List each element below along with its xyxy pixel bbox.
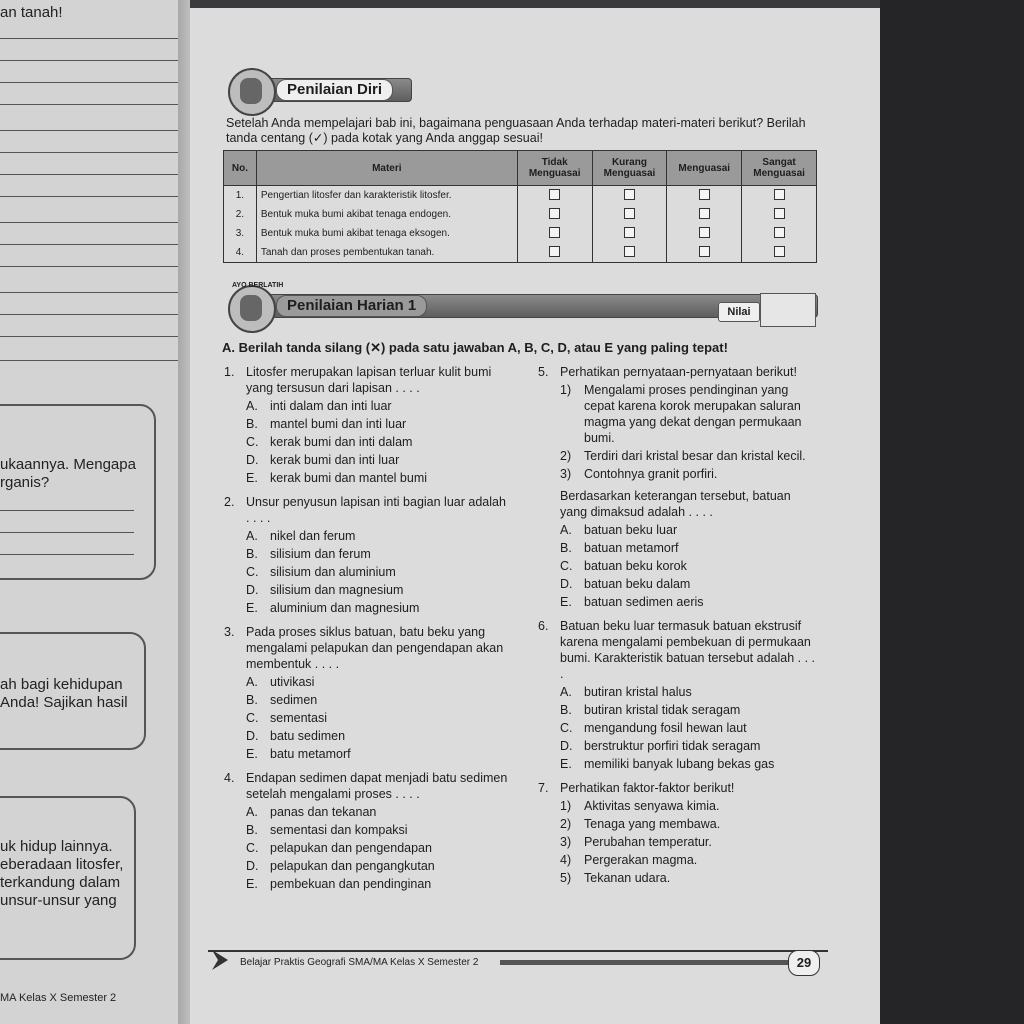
row-number: 3. [224, 224, 257, 243]
question-number: 1. [224, 365, 235, 379]
column-header: Menguasai [667, 151, 742, 186]
row-number: 1. [224, 186, 257, 206]
answer-option[interactable]: C. pelapukan dan pengendapan [246, 841, 432, 855]
question-text: Perhatikan faktor-faktor berikut! [560, 781, 735, 795]
self-assessment-intro: Setelah Anda mempelajari bab ini, bagaimana penguasaan Anda terhadap materi-materi berikut? Berilah tanda centang (✓) pada kotak yang Anda anggap sesuai! [226, 116, 806, 145]
answer-option[interactable]: D. batu sedimen [246, 729, 346, 743]
box-text: ah bagi kehidupan [0, 676, 123, 693]
answer-option[interactable]: D. pelapukan dan pengangkutan [246, 859, 435, 873]
questions-right-column [538, 364, 820, 894]
daily-assessment-heading: Penilaian Harian 1 [276, 295, 427, 317]
question-number: 4. [224, 771, 235, 785]
checkbox-kurang-menguasai[interactable] [624, 227, 635, 238]
writing-line [0, 266, 180, 267]
column-header: Sangat Menguasai [742, 151, 817, 186]
table-row [224, 205, 817, 224]
statement-item: 3) Contohnya granit porfiri. [560, 467, 718, 481]
table-header-row [224, 151, 817, 186]
writing-line [0, 196, 180, 197]
questions-left-column [224, 364, 508, 900]
checkbox-menguasai[interactable] [699, 227, 710, 238]
box-text: uk hidup lainnya. [0, 838, 113, 855]
answer-option[interactable]: C. silisium dan aluminium [246, 565, 396, 579]
checkbox-sangat-menguasai[interactable] [774, 189, 785, 200]
row-materi: Bentuk muka bumi akibat tenaga endogen. [256, 205, 517, 224]
checkbox-tidak-menguasai[interactable] [549, 246, 560, 257]
column-header: Materi [256, 151, 517, 186]
main-page [190, 0, 880, 1024]
answer-option[interactable]: B. butiran kristal tidak seragam [560, 703, 741, 717]
table-row [224, 186, 817, 206]
checkbox-tidak-menguasai[interactable] [549, 189, 560, 200]
table-row [224, 243, 817, 263]
answer-option[interactable]: E. aluminium dan magnesium [246, 601, 420, 615]
badge-label: AYO BERLATIH [232, 282, 284, 289]
footer-compass-icon [210, 948, 230, 972]
question-number: 3. [224, 625, 235, 639]
answer-option[interactable]: D. silisium dan magnesium [246, 583, 404, 597]
box-text: ukaannya. Mengapa [0, 456, 136, 473]
writing-line [0, 244, 180, 245]
answer-option[interactable]: A. utivikasi [246, 675, 315, 689]
checkbox-sangat-menguasai[interactable] [774, 227, 785, 238]
writing-line [0, 130, 180, 131]
answer-option[interactable]: E. pembekuan dan pendinginan [246, 877, 432, 891]
question-text: Perhatikan pernyataan-pernyataan berikut! [560, 365, 797, 379]
answer-option[interactable]: D. kerak bumi dan inti luar [246, 453, 400, 467]
statement-item: 2) Terdiri dari kristal besar dan kristal kecil. [560, 449, 806, 463]
writing-line [0, 60, 180, 61]
answer-option[interactable]: A. panas dan tekanan [246, 805, 377, 819]
question-7 [538, 780, 820, 886]
self-assessment-heading: Penilaian Diri [276, 79, 393, 101]
statement-item: 5) Tekanan udara. [560, 871, 671, 885]
writing-line [0, 532, 134, 533]
checkbox-sangat-menguasai[interactable] [774, 208, 785, 219]
score-box[interactable] [760, 293, 816, 327]
writing-line [0, 314, 180, 315]
question-stem: Berdasarkan keterangan tersebut, batuan yang dimaksud adalah . . . . [560, 489, 791, 519]
statement-item: 4) Pergerakan magma. [560, 853, 698, 867]
mascot-icon [228, 68, 276, 116]
page-top-edge [190, 0, 880, 8]
answer-option[interactable]: C. batuan beku korok [560, 559, 687, 573]
writing-line [0, 336, 180, 337]
statement-item: 3) Perubahan temperatur. [560, 835, 712, 849]
answer-option[interactable]: B. silisium dan ferum [246, 547, 371, 561]
answer-option[interactable]: C. kerak bumi dan inti dalam [246, 435, 413, 449]
row-number: 2. [224, 205, 257, 224]
answer-option[interactable]: E. memiliki banyak lubang bekas gas [560, 757, 775, 771]
checkbox-menguasai[interactable] [699, 246, 710, 257]
box-text: unsur-unsur yang [0, 892, 117, 909]
checkbox-menguasai[interactable] [699, 208, 710, 219]
self-assessment-table [223, 150, 817, 263]
answer-option[interactable]: A. inti dalam dan inti luar [246, 399, 392, 413]
question-text: Litosfer merupakan lapisan terluar kulit bumi yang tersusun dari lapisan . . . . [246, 365, 492, 395]
box-text: Anda! Sajikan hasil [0, 694, 128, 711]
column-header: Tidak Menguasai [517, 151, 592, 186]
background-surface [880, 0, 1024, 1024]
answer-option[interactable]: B. mantel bumi dan inti luar [246, 417, 407, 431]
writing-line [0, 292, 180, 293]
answer-option[interactable]: C. mengandung fosil hewan laut [560, 721, 747, 735]
question-text: Endapan sedimen dapat menjadi batu sedimen setelah mengalami proses . . . . [246, 771, 508, 801]
question-text: Unsur penyusun lapisan inti bagian luar adalah . . . . [246, 495, 506, 525]
answer-option[interactable]: E. kerak bumi dan mantel bumi [246, 471, 428, 485]
statement-item: 1) Mengalami proses pendinginan yang cepat karena korok merupakan saluran magma yang dekat dengan permukaan bumi. [560, 383, 802, 445]
writing-line [0, 222, 180, 223]
answer-option[interactable]: B. sementasi dan kompaksi [246, 823, 408, 837]
writing-line [0, 82, 180, 83]
checkbox-tidak-menguasai[interactable] [549, 208, 560, 219]
left-facing-page [0, 0, 190, 1024]
checkbox-tidak-menguasai[interactable] [549, 227, 560, 238]
writing-line [0, 152, 180, 153]
answer-option[interactable]: A. butiran kristal halus [560, 685, 692, 699]
box-text: terkandung dalam [0, 874, 121, 891]
question-5 [538, 364, 820, 610]
writing-line [0, 510, 134, 511]
question-3 [224, 624, 508, 762]
row-materi: Bentuk muka bumi akibat tenaga eksogen. [256, 224, 517, 243]
question-text: Pada proses siklus batuan, batu beku yang mengalami pelapukan dan pengendapan akan membentuk . . . . [246, 625, 504, 671]
column-header: Kurang Menguasai [592, 151, 667, 186]
question-2 [224, 494, 508, 616]
checkbox-kurang-menguasai[interactable] [624, 208, 635, 219]
answer-option[interactable]: D. berstruktur porfiri tidak seragam [560, 739, 761, 753]
question-1 [224, 364, 508, 486]
checkbox-kurang-menguasai[interactable] [624, 246, 635, 257]
row-materi: Pengertian litosfer dan karakteristik litosfer. [256, 186, 517, 206]
writing-line [0, 104, 180, 105]
ayo-berlatih-badge-icon [228, 285, 276, 333]
statement-item: 1) Aktivitas senyawa kimia. [560, 799, 720, 813]
answer-option[interactable]: A. nikel dan ferum [246, 529, 356, 543]
question-text: Batuan beku luar termasuk batuan ekstrusif karena mengalami pembekuan di permukaan bumi. Karakteristik batuan tersebut adalah . . . . [560, 619, 815, 681]
checkbox-sangat-menguasai[interactable] [774, 246, 785, 257]
table-row [224, 224, 817, 243]
writing-line [0, 554, 134, 555]
left-page-footer: MA Kelas X Semester 2 [0, 992, 117, 1004]
answer-option[interactable]: A. batuan beku luar [560, 523, 678, 537]
row-number: 4. [224, 243, 257, 263]
box-text: eberadaan litosfer, [0, 856, 124, 873]
column-header: No. [224, 151, 257, 186]
question-number: 2. [224, 495, 235, 509]
question-number: 5. [538, 365, 549, 379]
box-text: rganis? [0, 474, 50, 491]
answer-option[interactable]: B. sedimen [246, 693, 318, 707]
answer-option[interactable]: D. batuan beku dalam [560, 577, 691, 591]
question-number: 6. [538, 619, 549, 633]
question-6 [538, 618, 820, 772]
writing-line [0, 174, 180, 175]
checkbox-kurang-menguasai[interactable] [624, 189, 635, 200]
writing-line [0, 38, 180, 39]
section-a-instruction: A. Berilah tanda silang (✕) pada satu jawaban A, B, C, D, atau E yang paling tepat! [222, 340, 728, 355]
writing-line [0, 360, 180, 361]
answer-option[interactable]: B. batuan metamorf [560, 541, 679, 555]
score-label: Nilai [718, 302, 760, 322]
checkbox-menguasai[interactable] [699, 189, 710, 200]
row-materi: Tanah dan proses pembentukan tanah. [256, 243, 517, 263]
left-page-top-text: an tanah! [0, 4, 63, 21]
question-4 [224, 770, 508, 892]
footer-book-title: Belajar Praktis Geografi SMA/MA Kelas X Semester 2 [240, 957, 479, 968]
footer-stripe [500, 960, 800, 965]
question-number: 7. [538, 781, 549, 795]
answer-option[interactable]: E. batuan sedimen aeris [560, 595, 704, 609]
answer-option[interactable]: E. batu metamorf [246, 747, 351, 761]
statement-item: 2) Tenaga yang membawa. [560, 817, 721, 831]
page-number: 29 [788, 950, 820, 976]
answer-option[interactable]: C. sementasi [246, 711, 327, 725]
